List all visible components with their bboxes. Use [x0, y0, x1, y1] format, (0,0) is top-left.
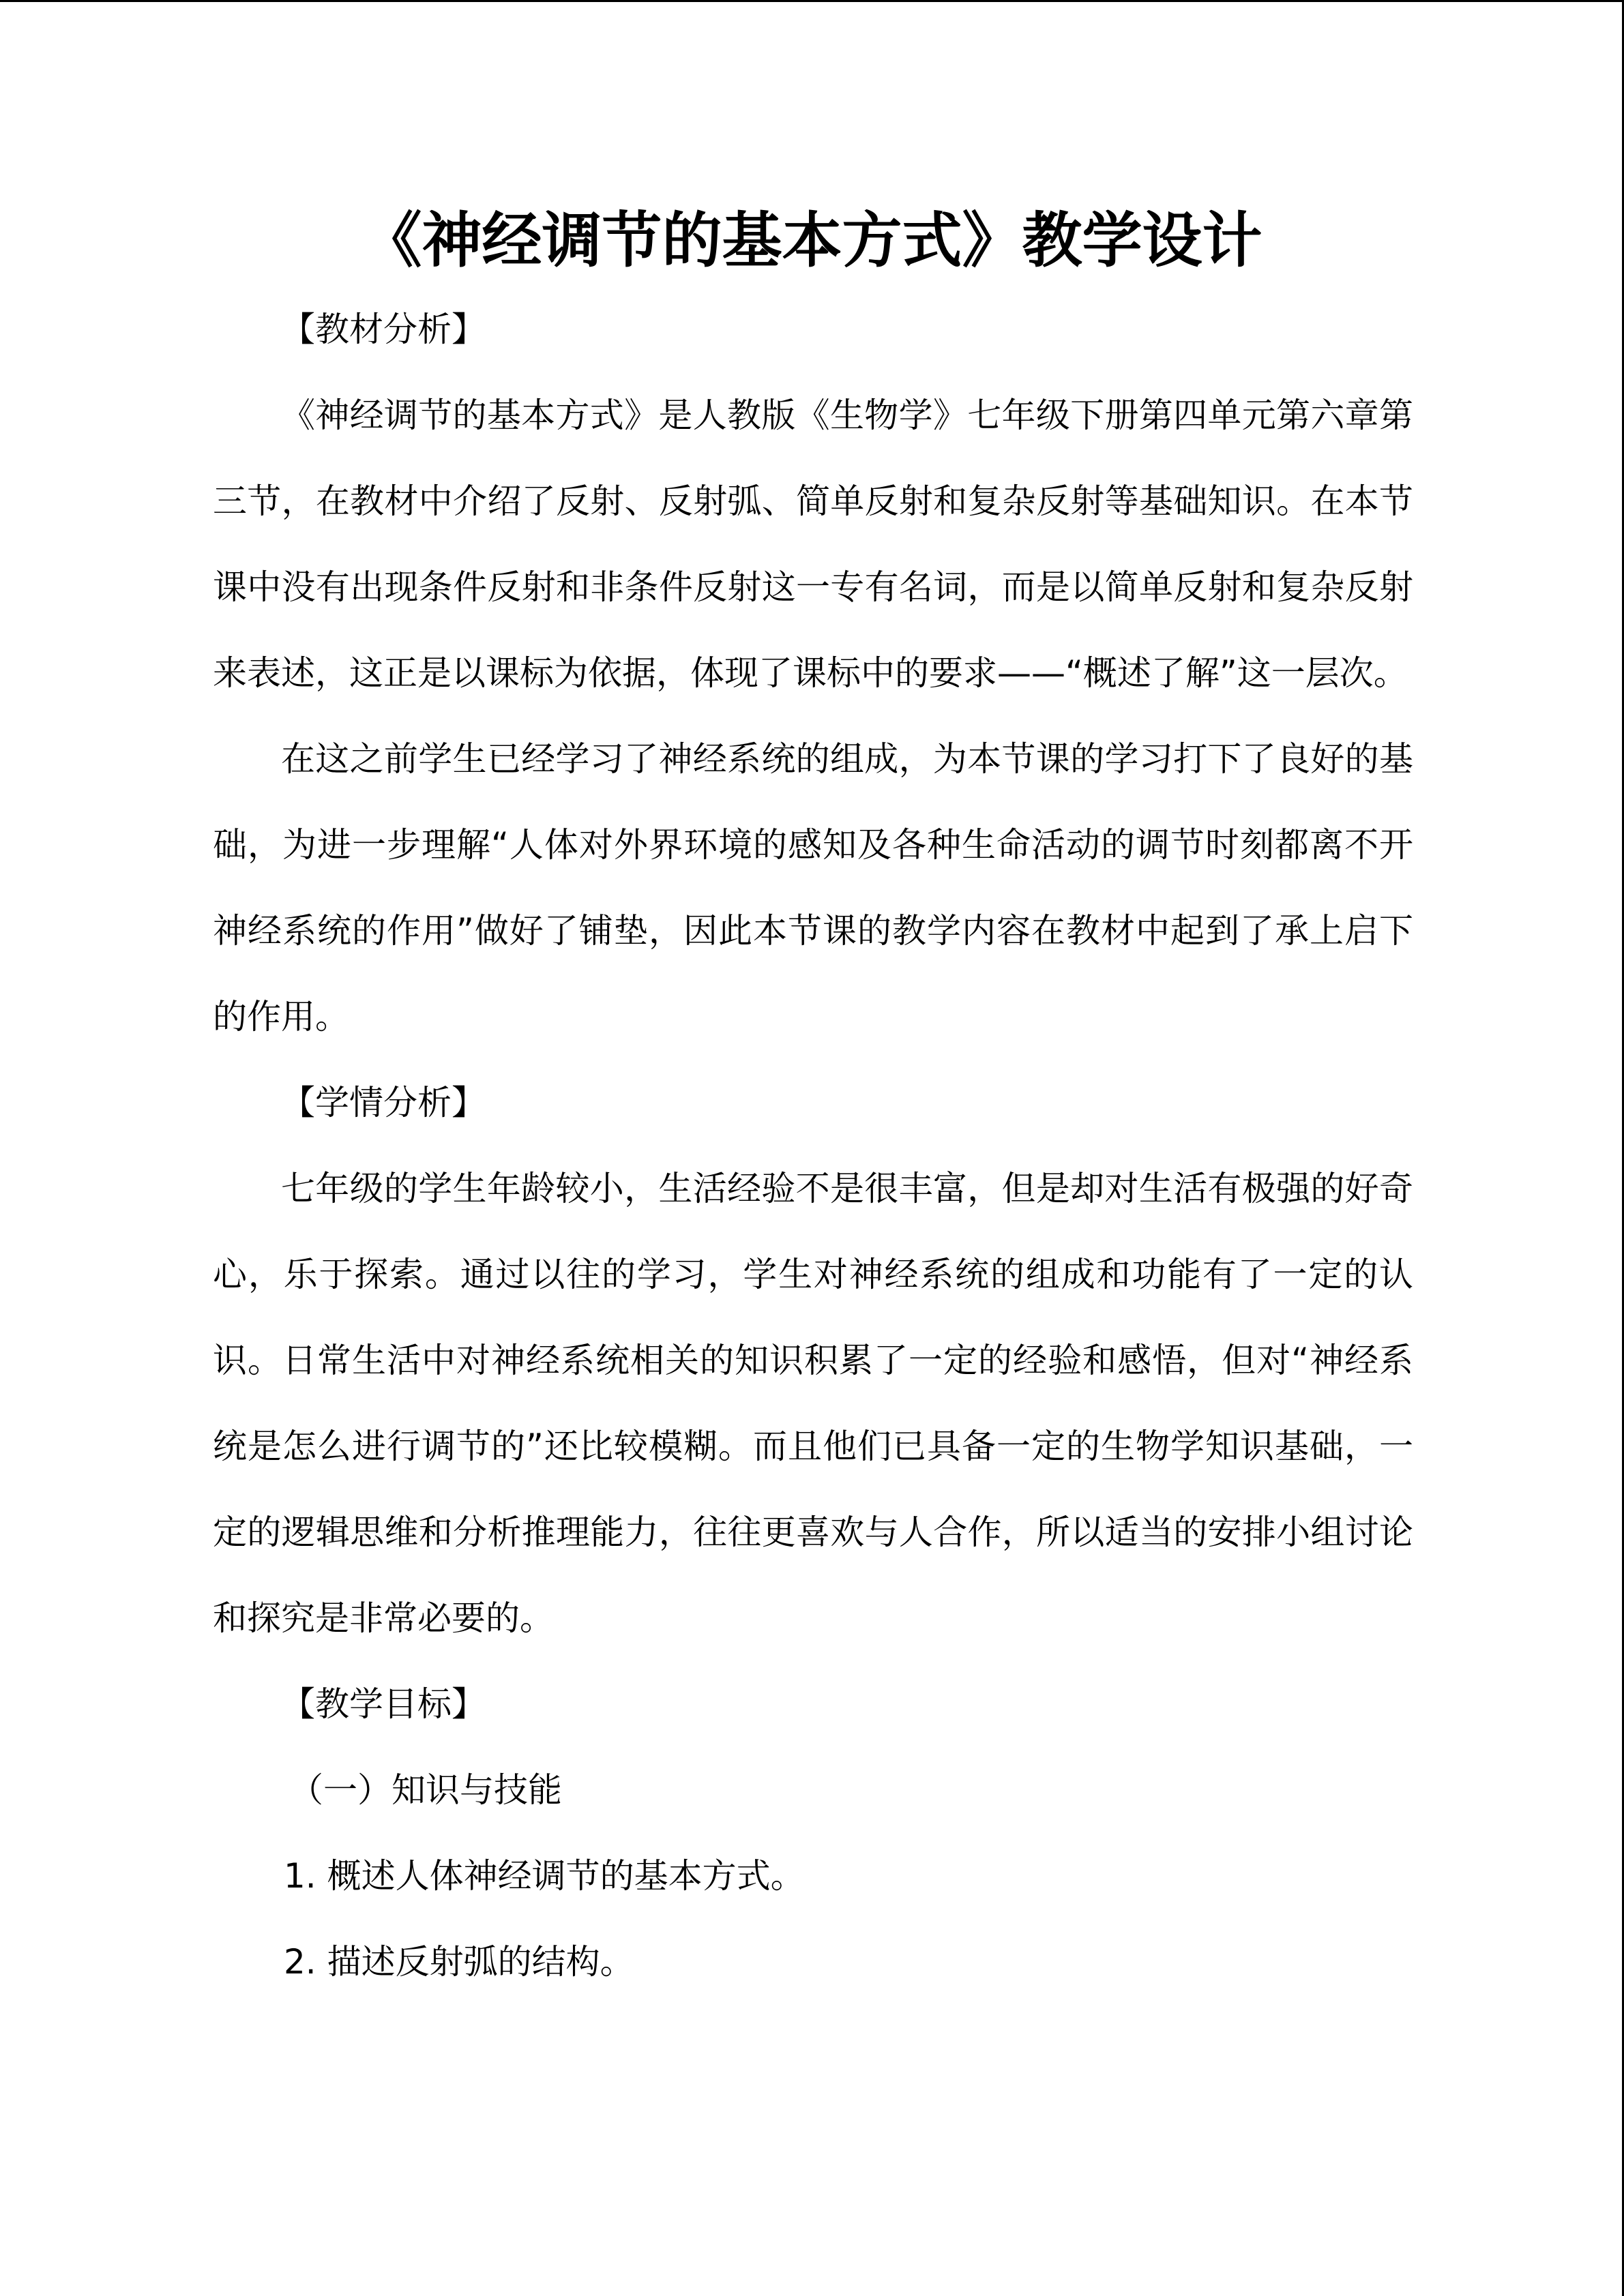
paragraph-student-analysis-1: 七年级的学生年龄较小，生活经验不是很丰富，但是却对生活有极强的好奇心，乐于探索。通过以往的学习，学生对神经系统的组成和功能有了一定的认识。日常生活中对神经系统相关的知识积累了一定的经验和感悟，但对“神经系统是怎么进行调节的”还比较模糊。而且他们已具备一定的生物学知识基础，一定的逻辑思维和分析推理能力，往往更喜欢与人合作，所以适当的安排小组讨论和探究是非常必要的。 — [213, 1169, 1413, 1638]
paragraph-textbook-analysis-2: 在这之前学生已经学习了神经系统的组成，为本节课的学习打下了良好的基础，为进一步理解“人体对外界环境的感知及各种生命活动的调节时刻都离不开神经系统的作用”做好了铺垫，因此本节课的教学内容在教材中起到了承上启下的作用。 — [213, 739, 1413, 1037]
document-body — [213, 286, 1413, 2005]
section-heading-textbook-analysis: 【教材分析】 — [281, 310, 486, 349]
section-heading-student-analysis: 【学情分析】 — [281, 1083, 486, 1122]
document-title: 《神经调节的基本方式》教学设计 — [361, 205, 1263, 275]
subheading-knowledge-skills: （一）知识与技能 — [289, 1770, 562, 1810]
section-heading-teaching-goals: 【教学目标】 — [281, 1684, 486, 1724]
list-item-goal-1: 1. 概述人体神经调节的基本方式。 — [284, 1856, 805, 1896]
list-item-goal-2: 2. 描述反射弧的结构。 — [284, 1942, 634, 1982]
paragraph-textbook-analysis-1: 《神经调节的基本方式》是人教版《生物学》七年级下册第四单元第六章第三节，在教材中介绍了反射、反射弧、简单反射和复杂反射等基础知识。在本节课中没有出现条件反射和非条件反射这一专有名词，而是以简单反射和复杂反射来表述，这正是以课标为依据，体现了课标中的要求——“概述了解”这一层次。 — [213, 396, 1413, 693]
page-border-top — [0, 0, 1624, 2]
